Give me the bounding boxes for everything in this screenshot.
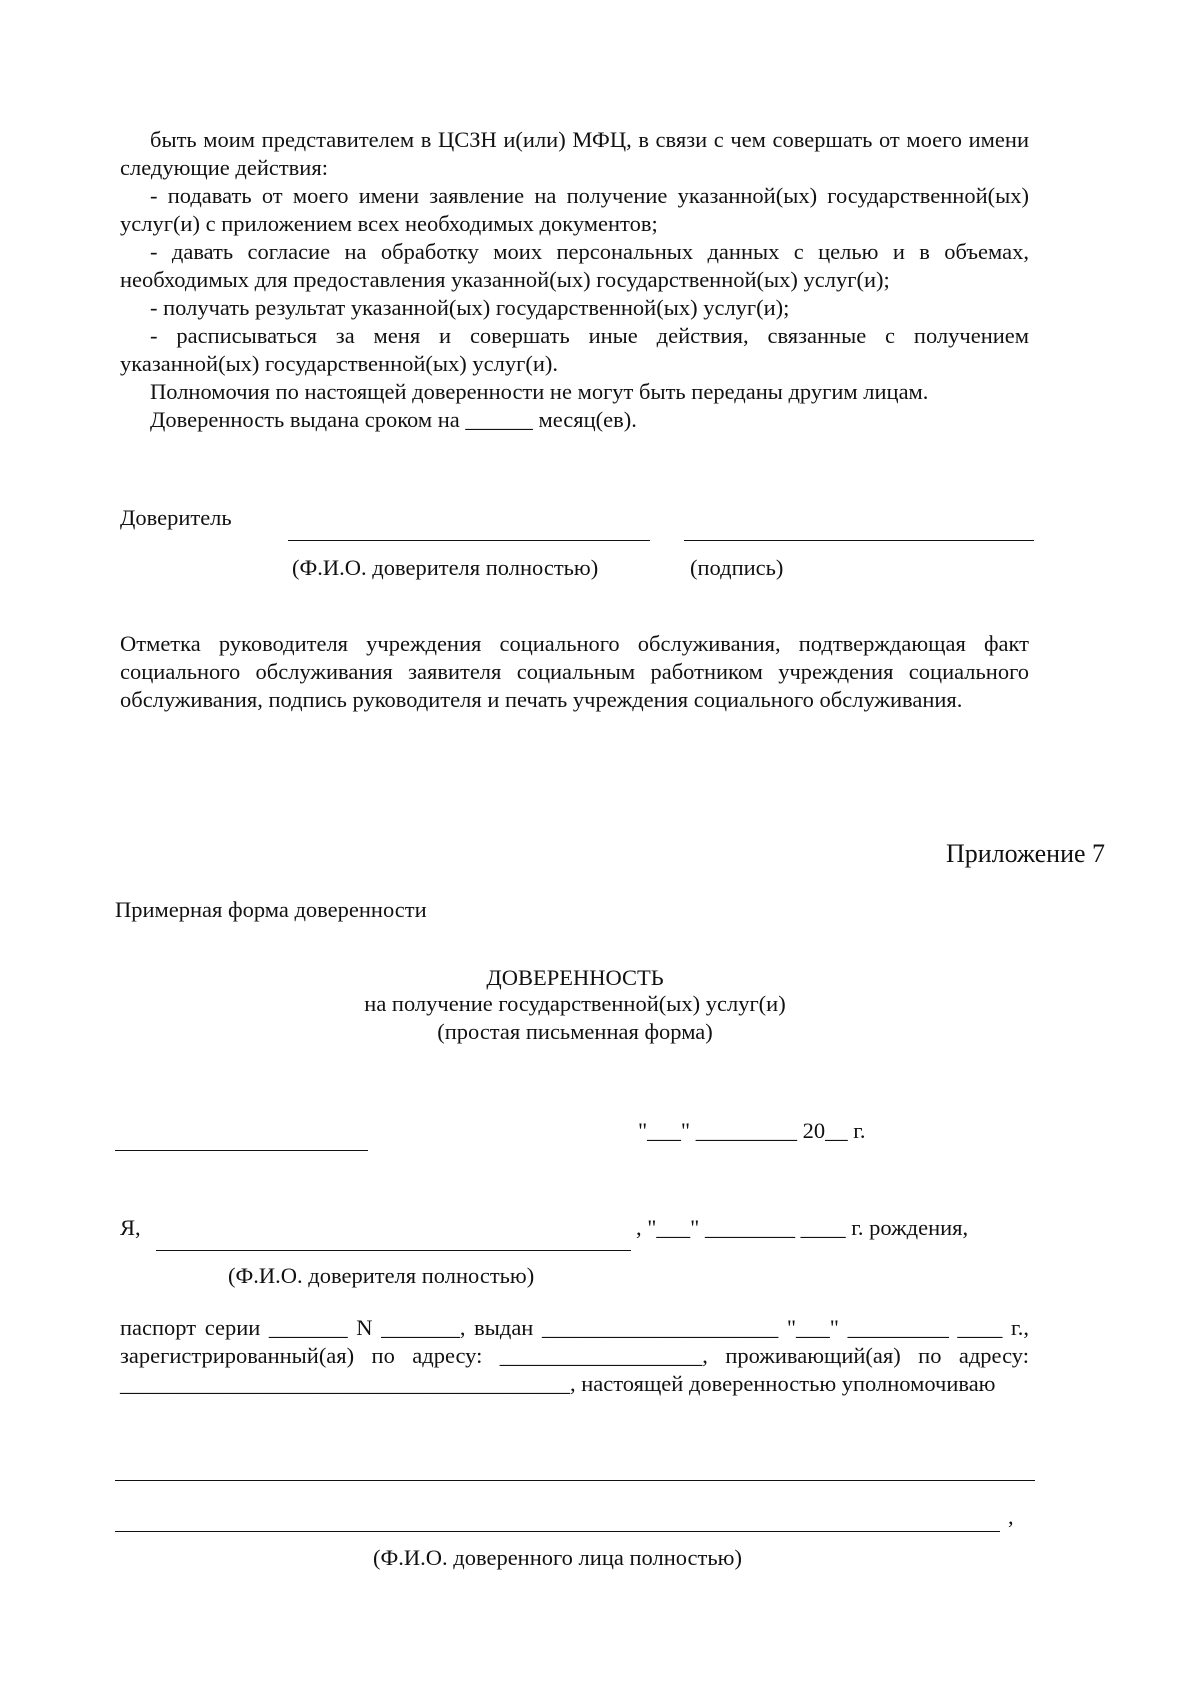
principal-name-caption: (Ф.И.О. доверителя полностью) <box>292 555 599 580</box>
principal-fullname-caption: (Ф.И.О. доверителя полностью) <box>228 1263 535 1288</box>
paragraph-submit-application: - подавать от моего имени заявление на получение указанной(ых) государственной(ых) услуг(и) с приложением всех необходимых документов; <box>120 183 1029 236</box>
paragraph-consent-data: - давать согласие на обработку моих персональных данных с целью и в объемах, необходимых для предоставления указанной(ых) государственной(ых) услуг(и); <box>120 239 1029 292</box>
paragraph-no-transfer: Полномочия по настоящей доверенности не могут быть переданы другим лицам. <box>150 379 929 404</box>
trustee-name-line-2 <box>115 1531 1000 1532</box>
date-line: "___" _________ 20__ г. <box>638 1118 866 1143</box>
trailing-comma: , <box>1008 1504 1014 1529</box>
document-form-type: (простая письменная форма) <box>437 1019 713 1044</box>
paragraph-validity-term: Доверенность выдана сроком на ______ месяц(ев). <box>150 407 637 432</box>
birth-date-fields: , "___" ________ ____ г. рождения, <box>636 1215 969 1240</box>
principal-label: Доверитель <box>120 505 232 530</box>
signature-caption: (подпись) <box>690 555 784 580</box>
place-line <box>115 1150 368 1151</box>
appendix-label: Приложение 7 <box>946 839 1106 868</box>
document-title: ДОВЕРЕННОСТЬ <box>486 965 664 990</box>
document-subtitle: на получение государственной(ых) услуг(и) <box>364 991 786 1016</box>
principal-signature-line <box>684 540 1034 541</box>
principal-fullname-line <box>156 1250 631 1251</box>
i-label: Я, <box>120 1215 141 1240</box>
trustee-name-line-1 <box>115 1480 1035 1481</box>
passport-address-paragraph: паспорт серии _______ N _______, выдан _____________________ "___" _________ ____ г., зарегистрированный(ая) по адресу: __________________, проживающий(ая) по адресу: ________________________________________, настоящей доверенностью уполномочиваю <box>120 1315 1029 1396</box>
manager-note: Отметка руководителя учреждения социального обслуживания, подтверждающая факт социального обслуживания заявителя социальным работником учреждения социального обслуживания, подпись руководителя и печать учреждения социального обслуживания. <box>120 631 1029 712</box>
principal-name-line <box>288 540 650 541</box>
paragraph-sign-on-behalf: - расписываться за меня и совершать иные действия, связанные с получением указанной(ых) государственной(ых) услуг(и). <box>120 323 1029 376</box>
paragraph-receive-result: - получать результат указанной(ых) государственной(ых) услуг(и); <box>150 295 790 320</box>
form-caption: Примерная форма доверенности <box>115 897 427 922</box>
trustee-caption: (Ф.И.О. доверенного лица полностью) <box>373 1545 742 1570</box>
paragraph-representative: быть моим представителем в ЦСЗН и(или) МФЦ, в связи с чем совершать от моего имени следующие действия: <box>120 127 1029 180</box>
